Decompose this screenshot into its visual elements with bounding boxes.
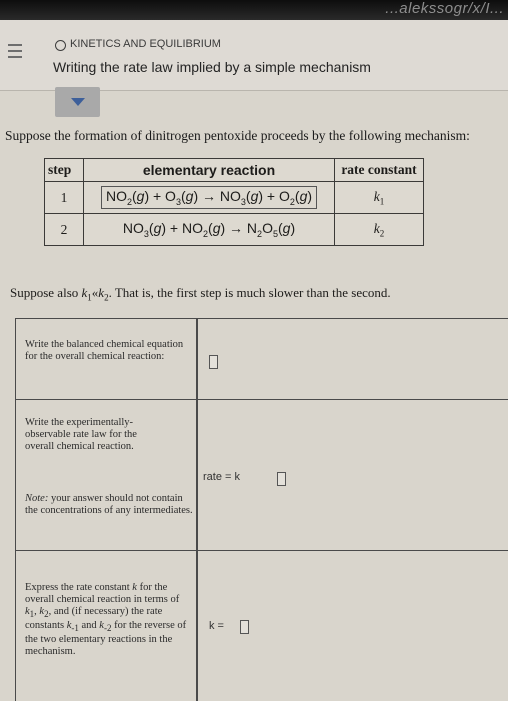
overall-equation-answer-box[interactable] xyxy=(209,355,218,369)
step-number: 2 xyxy=(45,214,84,246)
collapse-toggle-button[interactable] xyxy=(55,87,100,117)
question-row-rate-constant xyxy=(16,551,508,701)
mechanism-table xyxy=(44,158,424,246)
reaction-equation xyxy=(84,182,335,214)
chevron-down-icon xyxy=(71,98,85,106)
page-title: Writing the rate law implied by a simple mechanism xyxy=(53,59,371,75)
question-rate-constant: Express the rate constant k for the overall chemical reaction in terms of $k_1$, $k_2$, and (if necessary) the rate constants $k_{-1}$ and $k_{-2}$ for the reverse of the two elementary reactions in the mechanism. xyxy=(25,582,187,658)
note-text: your answer should not contain the concentrations of any intermediates. xyxy=(25,493,193,516)
rate-constant: $k_1$ xyxy=(335,182,424,214)
rate-law-label: rate = k xyxy=(203,471,240,483)
mechanism-row-1 xyxy=(45,182,424,214)
note-label: Note: xyxy=(25,493,49,504)
question-rate-law: Write the experimentally-observable rate law for the overall chemical reaction. xyxy=(25,417,137,452)
reaction-equation: $NO_3(g) + NO_2(g) \to N_2O_5(g)$ xyxy=(84,214,335,246)
rate-constant-answer-box[interactable] xyxy=(240,620,249,634)
problem-intro: Suppose the formation of dinitrogen pentoxide proceeds by the following mechanism: xyxy=(5,128,470,143)
header-step: step xyxy=(45,159,84,182)
reaction-1: $NO_2(g) + O_3(g) \to NO_3(g) + O_2(g)$ xyxy=(101,186,317,209)
rate-constant: $k_2$ xyxy=(335,214,424,246)
step-number: 1 xyxy=(45,182,84,214)
question-row-overall-equation xyxy=(16,319,508,400)
assumption-text: Suppose also $k_1«k_2$. That is, the first step is much slower than the second. xyxy=(10,285,391,303)
rate-law-note xyxy=(25,493,195,517)
header-elementary-reaction: elementary reaction xyxy=(84,159,335,182)
mechanism-row-2 xyxy=(45,214,424,246)
answer-table xyxy=(15,318,508,701)
lesson-header xyxy=(0,20,508,90)
question-row-rate-law xyxy=(16,400,508,551)
browser-top-strip xyxy=(0,0,508,20)
hamburger-menu-icon[interactable] xyxy=(8,44,22,62)
topic-status-icon xyxy=(55,40,66,51)
header-rate-constant: rate constant xyxy=(335,159,424,182)
question-overall-equation: Write the balanced chemical equation for the overall chemical reaction: xyxy=(25,339,184,362)
rate-law-answer-box[interactable] xyxy=(277,472,286,486)
rate-constant-label: k = xyxy=(209,620,224,632)
topic-label: KINETICS AND EQUILIBRIUM xyxy=(70,38,221,50)
browser-url-fragment: ...alekssogr/x/I... xyxy=(385,0,504,17)
